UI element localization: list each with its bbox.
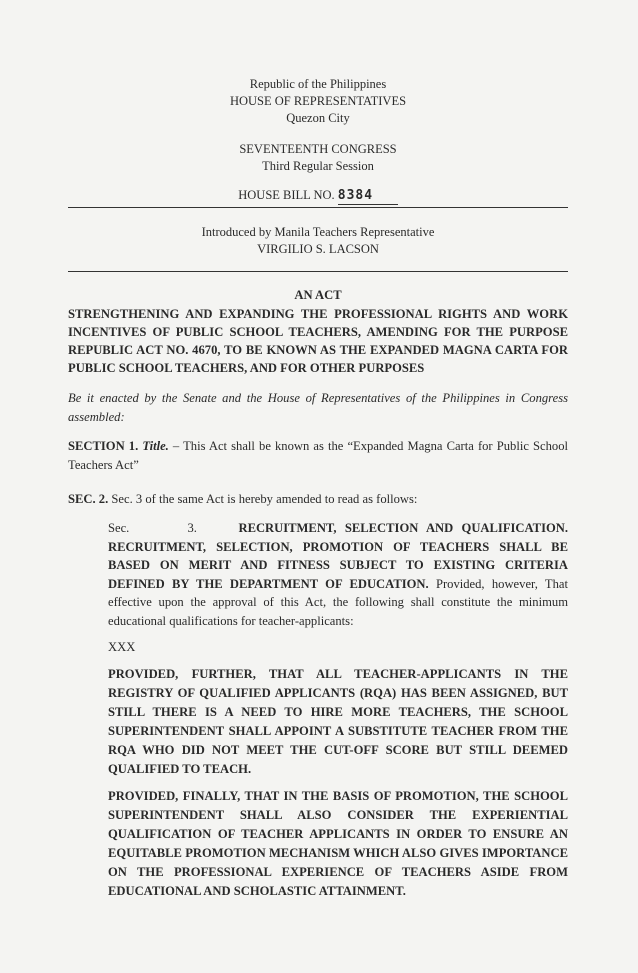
bill-number-line — [68, 187, 568, 205]
city-line: Quezon City — [286, 111, 350, 125]
author-name: VIRGILIO S. LACSON — [257, 242, 379, 256]
session-line: Third Regular Session — [262, 159, 374, 173]
act-heading: AN ACT — [294, 288, 342, 302]
sec-number: 3. — [187, 521, 197, 535]
republic-line: Republic of the Philippines — [249, 77, 387, 91]
bill-number: 8384 — [337, 188, 374, 203]
amendment-provided-text: Provided, however, That effective upon the approval of this Act, the following shall constitute the minimum educational qualifications for teacher-applicants: — [108, 576, 569, 628]
amended-section-3 — [108, 519, 568, 630]
congress-line: SEVENTEENTH CONGRESS — [239, 142, 397, 156]
section-1-label: SECTION 1. — [68, 439, 139, 453]
bill-label: HOUSE BILL NO. — [238, 188, 335, 202]
section-2-text: Sec. 3 of the same Act is hereby amended to read as follows: — [108, 492, 418, 506]
introduced-by — [68, 224, 568, 258]
section-1 — [68, 437, 568, 474]
act-title: STRENGTHENING AND EXPANDING THE PROFESSIONAL RIGHTS AND WORK INCENTIVES OF PUBLIC SCHOOL TEACHERS, AMENDING FOR THE PURPOSE REPUBLIC ACT NO. 4670, TO BE KNOWN AS THE EXPANDED MAGNA CARTA FOR PUBLIC SCHOOL TEACHERS, AND FOR OTHER PURPOSES — [68, 307, 568, 375]
sec-ref: Sec. — [108, 521, 130, 535]
omitted-marker: XXX — [108, 640, 136, 654]
amendment-bold-text: RECRUITMENT, SELECTION AND QUALIFICATION. RECRUITMENT, SELECTION, PROMOTION OF TEACHERS SHALL BE BASED ON MERIT AND FITNESS SUBJECT TO EXISTING CRITERIA DEFINED BY THE DEPARTMENT OF EDUCATION. — [108, 521, 569, 591]
proviso-finally: PROVIDED, FINALLY, THAT IN THE BASIS OF PROMOTION, THE SCHOOL SUPERINTENDENT SHALL ALSO CONSIDER THE EXPERIENTIAL QUALIFICATION OF TEACHER APPLICANTS IN ORDER TO ENSURE AN EQUITABLE PROMOTION MECHANISM WHICH ALSO GIVES IMPORTANCE ON THE PROFESSIONAL EXPERIENCE OF TEACHERS ASIDE FROM EDUCATIONAL AND SCHOLASTIC ATTAINMENT. — [108, 789, 568, 898]
intro-divider — [68, 271, 568, 272]
house-line: HOUSE OF REPRESENTATIVES — [229, 94, 407, 108]
header-divider — [68, 207, 568, 208]
proviso-further: PROVIDED, FURTHER, THAT ALL TEACHER-APPLICANTS IN THE REGISTRY OF QUALIFIED APPLICANTS (RQA) HAS BEEN ASSIGNED, BUT STILL THERE IS A NEED TO HIRE MORE TEACHERS, THE SCHOOL SUPERINTENDENT SHALL APPOINT A SUBSTITUTE TEACHER FROM THE RQA WHO DID NOT MEET THE CUT-OFF SCORE BUT STILL DEEMED QUALIFIED TO TEACH. — [108, 667, 568, 776]
section-2-label: SEC. 2. — [68, 492, 109, 506]
section-1-title: Title. — [142, 439, 169, 453]
introduced-line: Introduced by Manila Teachers Representative — [201, 225, 435, 239]
document-header — [68, 76, 568, 205]
section-1-text: – This Act shall be known as the “Expanded Magna Carta for Public School Teachers Act” — [68, 439, 568, 472]
enacting-clause: Be it enacted by the Senate and the House of Representatives of the Philippines in Congress assembled: — [68, 391, 568, 424]
section-2 — [68, 490, 568, 509]
